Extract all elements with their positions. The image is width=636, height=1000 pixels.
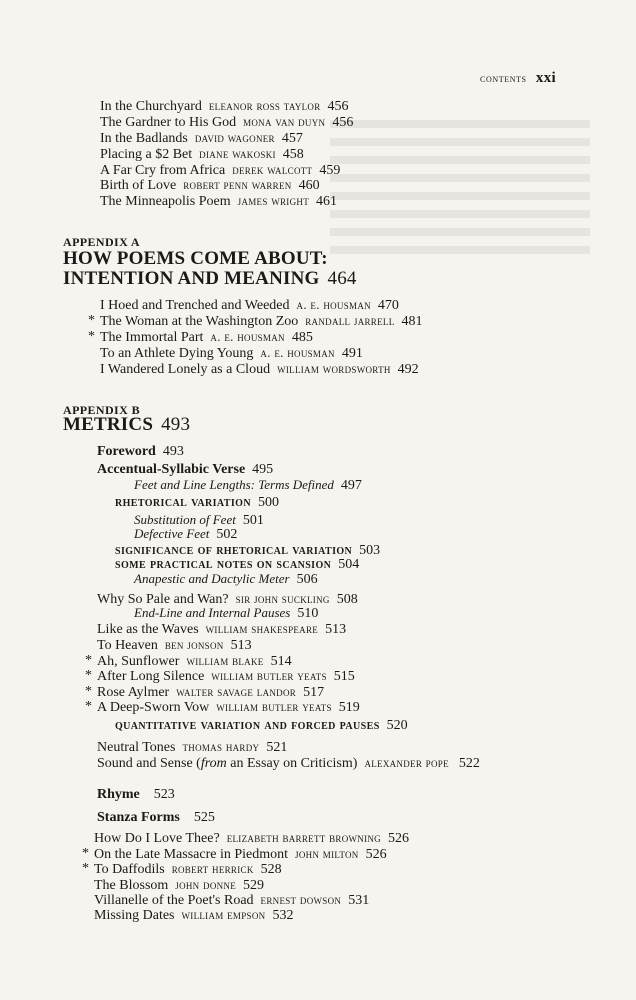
toc-entry: Birth of Love robert penn warren 460 bbox=[100, 177, 320, 193]
toc-section: quantitative variation and forced pauses 520 bbox=[115, 718, 408, 733]
toc-entry: To Heaven ben jonson 513 bbox=[97, 637, 252, 653]
running-header bbox=[480, 70, 556, 87]
toc-subsection: Feet and Line Lengths: Terms Defined 497 bbox=[134, 477, 362, 493]
toc-section: Rhyme 523 bbox=[97, 787, 175, 802]
toc-entry: * After Long Silence william butler yeats 515 bbox=[85, 668, 355, 684]
appendix-a-page: 464 bbox=[327, 268, 357, 289]
toc-entry: Why So Pale and Wan? sir john suckling 508 bbox=[97, 591, 358, 607]
appendix-a-title-line2: INTENTION AND MEANING 464 bbox=[63, 268, 357, 289]
toc-entry: * The Woman at the Washington Zoo randall jarrell 481 bbox=[88, 313, 423, 329]
toc-section: Accentual-Syllabic Verse 495 bbox=[97, 462, 274, 477]
toc-entry: A Far Cry from Africa derek walcott 459 bbox=[100, 162, 341, 178]
toc-subsection: Defective Feet 502 bbox=[134, 526, 238, 542]
toc-entry: I Hoed and Trenched and Weeded a. e. housman 470 bbox=[100, 297, 399, 313]
toc-section: Foreword 493 bbox=[97, 444, 184, 459]
toc-section: significance of rhetorical variation 503 bbox=[115, 543, 381, 558]
toc-entry: * Rose Aylmer walter savage landor 517 bbox=[85, 684, 325, 700]
header-label: contents bbox=[480, 71, 527, 85]
appendix-b-label: APPENDIX B bbox=[63, 403, 141, 417]
toc-section: Stanza Forms 525 bbox=[97, 810, 215, 825]
toc-section: some practical notes on scansion 504 bbox=[115, 557, 360, 572]
toc-entry: Placing a $2 Bet diane wakoski 458 bbox=[100, 146, 304, 162]
toc-entry: * Ah, Sunflower william blake 514 bbox=[85, 653, 292, 669]
toc-subsection: Anapestic and Dactylic Meter 506 bbox=[134, 571, 318, 587]
toc-subsection: End-Line and Internal Pauses 510 bbox=[134, 605, 319, 621]
appendix-b-title: METRICS 493 bbox=[63, 414, 191, 435]
toc-entry: * A Deep-Sworn Vow william butler yeats 519 bbox=[85, 699, 360, 715]
toc-entry: * To Daffodils robert herrick 528 bbox=[82, 861, 282, 877]
toc-entry: To an Athlete Dying Young a. e. housman 491 bbox=[100, 345, 363, 361]
toc-entry: How Do I Love Thee? elizabeth barrett browning 526 bbox=[94, 830, 409, 846]
toc-entry: Missing Dates william empson 532 bbox=[94, 907, 294, 923]
toc-subsection: Substitution of Feet 501 bbox=[134, 512, 264, 528]
toc-entry: * The Immortal Part a. e. housman 485 bbox=[88, 329, 313, 345]
toc-entry: Sound and Sense (from an Essay on Criticism) alexander pope 522 bbox=[97, 755, 480, 771]
toc-entry: I Wandered Lonely as a Cloud william wordsworth 492 bbox=[100, 361, 419, 377]
appendix-a-label: APPENDIX A bbox=[63, 235, 141, 249]
appendix-a-title-line1: HOW POEMS COME ABOUT: bbox=[63, 248, 328, 269]
header-page-number: xxi bbox=[535, 70, 556, 86]
toc-entry: Villanelle of the Poet's Road ernest dowson 531 bbox=[94, 892, 370, 908]
toc-entry: The Gardner to His God mona van duyn 456 bbox=[100, 114, 354, 130]
toc-entry: In the Churchyard eleanor ross taylor 456 bbox=[100, 98, 349, 114]
toc-entry: In the Badlands david wagoner 457 bbox=[100, 130, 303, 146]
toc-entry: Neutral Tones thomas hardy 521 bbox=[97, 739, 288, 755]
toc-entry: * On the Late Massacre in Piedmont john milton 526 bbox=[82, 846, 387, 862]
toc-entry: The Minneapolis Poem james wright 461 bbox=[100, 193, 338, 209]
bleed-through-text bbox=[327, 120, 590, 900]
toc-section: rhetorical variation 500 bbox=[115, 495, 279, 510]
toc-entry: The Blossom john donne 529 bbox=[94, 877, 265, 893]
toc-entry: Like as the Waves william shakespeare 513 bbox=[97, 621, 347, 637]
appendix-b-page: 493 bbox=[161, 414, 191, 435]
